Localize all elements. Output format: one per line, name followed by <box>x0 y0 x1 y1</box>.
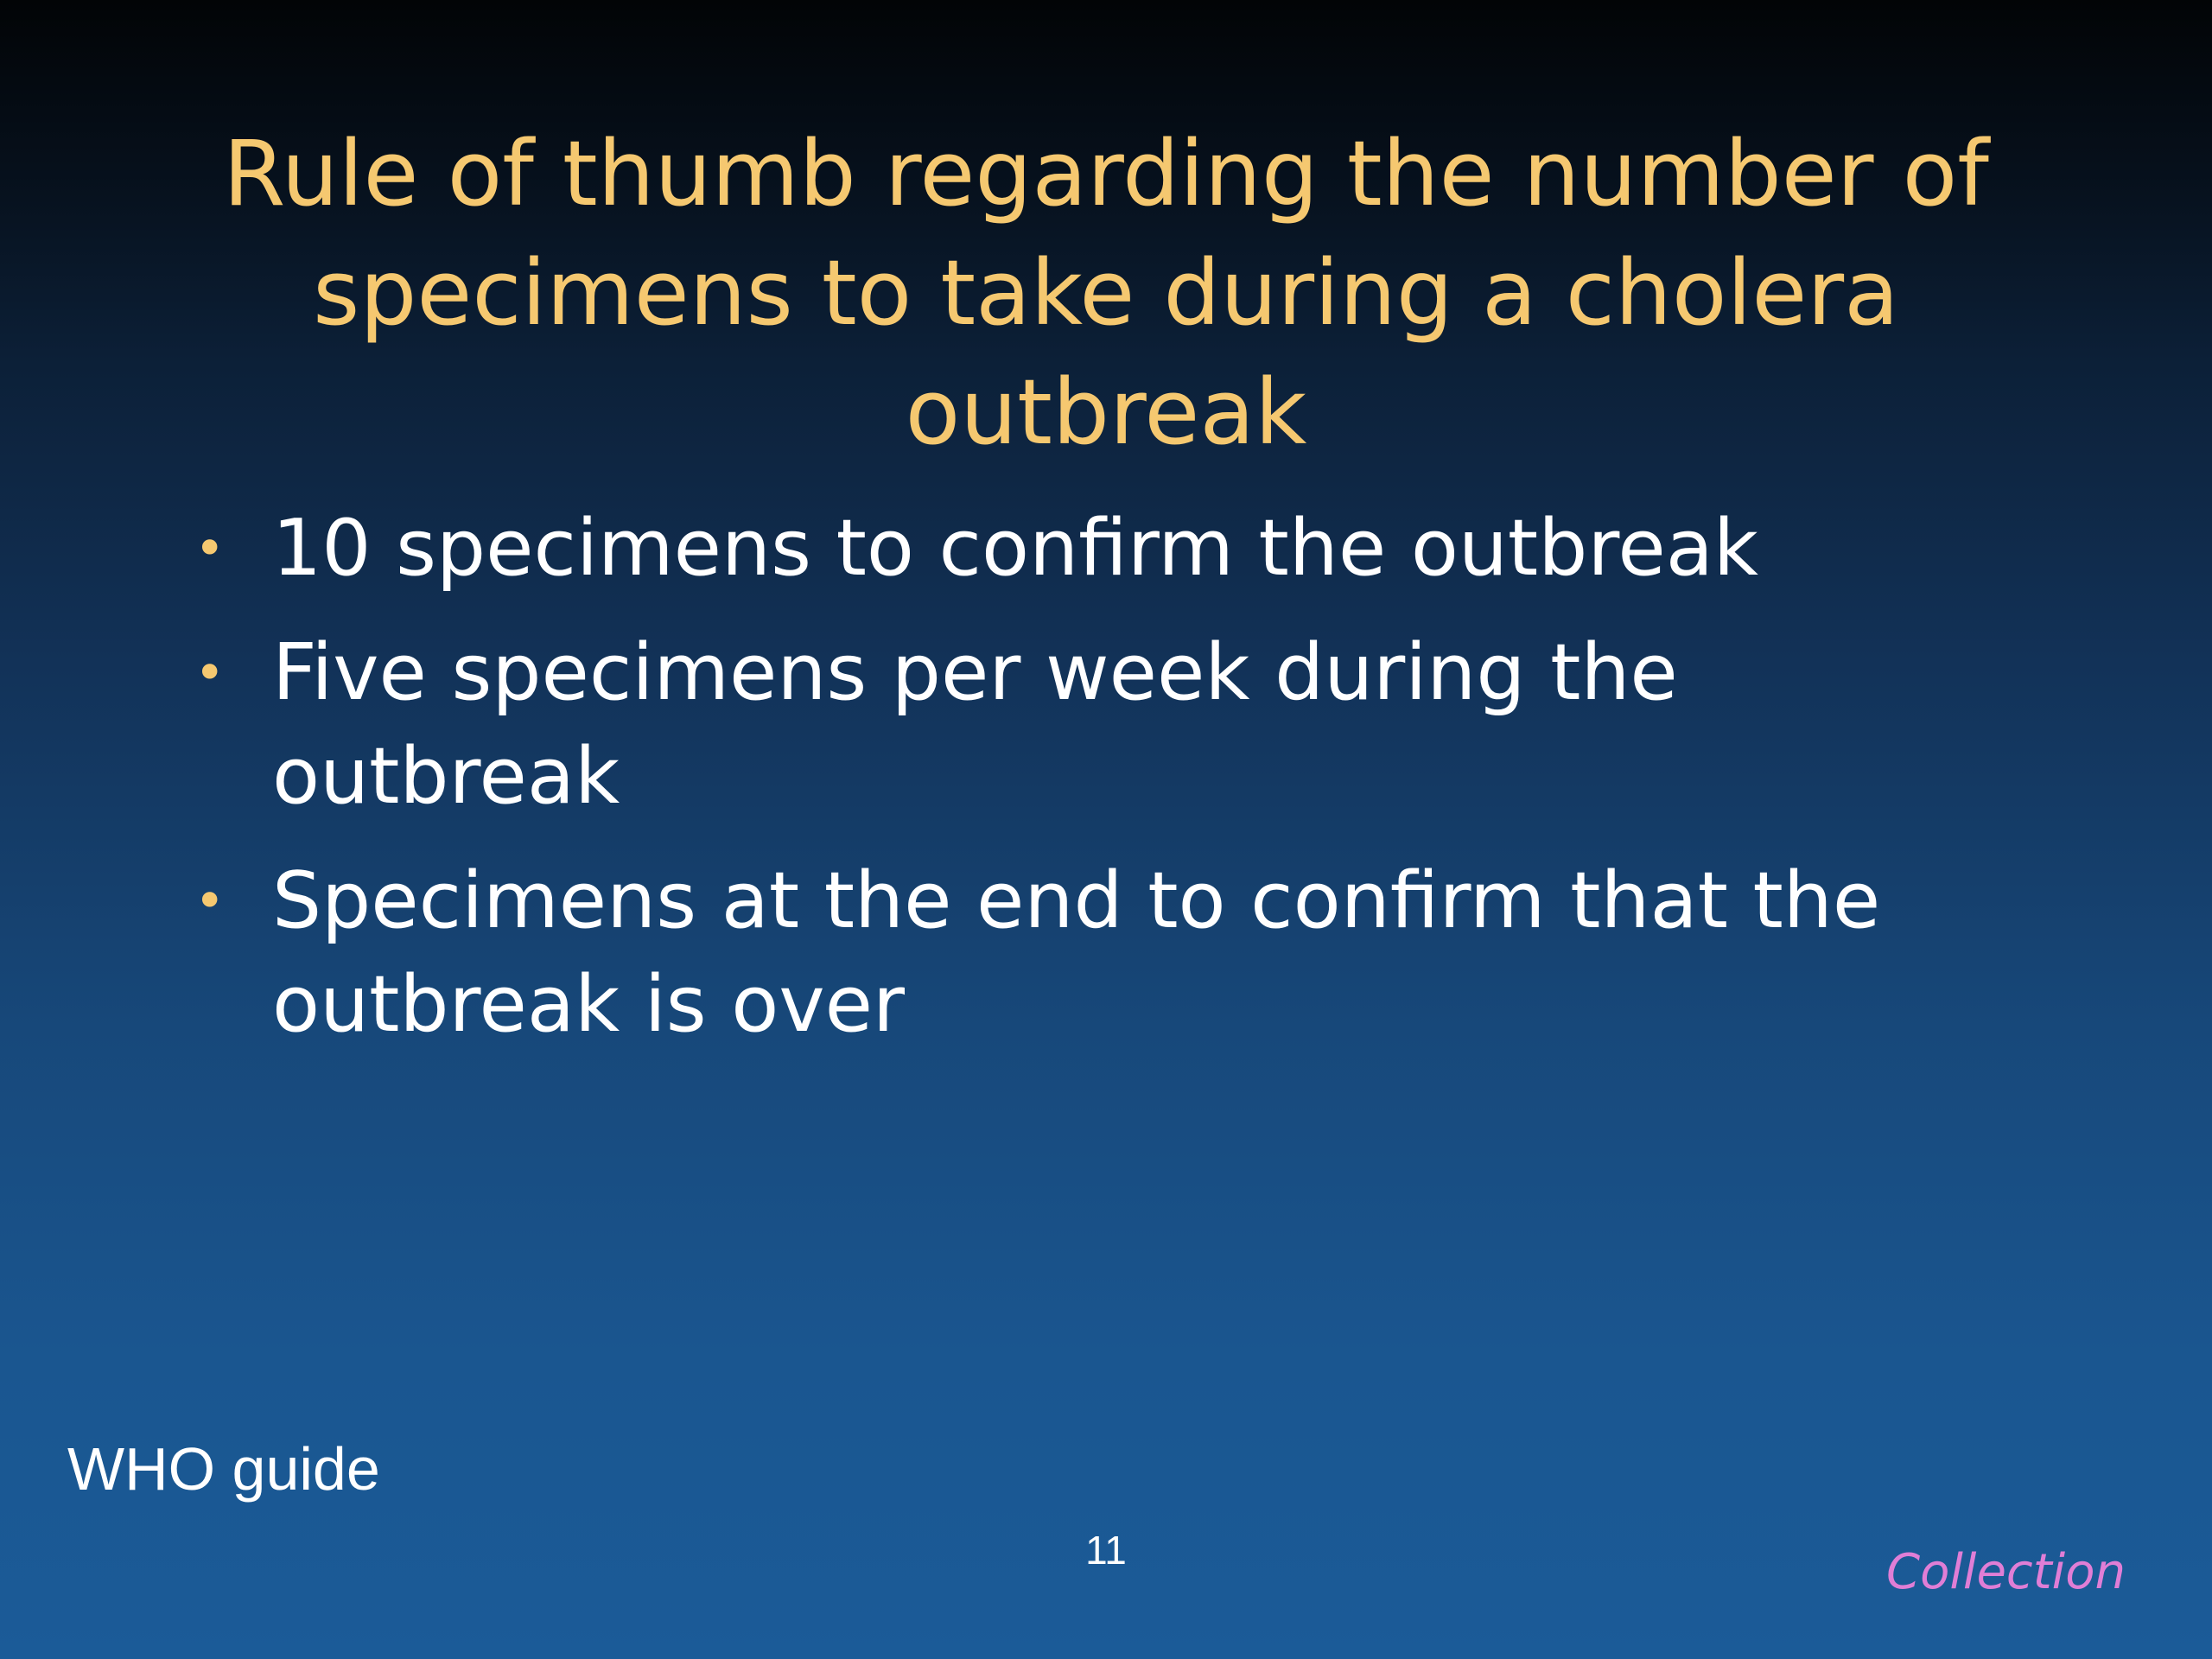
bullet-text <box>272 849 2048 1057</box>
slide-title-line: outbreak <box>905 359 1307 465</box>
slide-title <box>173 114 2039 472</box>
bullet-line: outbreak is over <box>272 959 905 1050</box>
bullet-line: Five specimens per week during the <box>272 627 1678 718</box>
bullet-item <box>181 497 2048 601</box>
bullet-line: Specimens at the end to confirm that the <box>272 855 1881 946</box>
bullet-line: outbreak <box>272 731 620 822</box>
source-note: WHO guide <box>67 1435 380 1503</box>
bullet-line: 10 specimens to confirm the outbreak <box>272 503 1759 594</box>
slide-title-line: Rule of thumb regarding the number of <box>223 121 1989 226</box>
bullet-text <box>272 621 2048 829</box>
bullet-icon: • <box>194 643 226 703</box>
section-label: Collection <box>1886 1544 2126 1600</box>
slide-title-line: specimens to take during a cholera <box>313 240 1899 346</box>
bullet-item <box>181 621 2048 829</box>
bullet-text <box>272 497 2048 601</box>
bullet-list <box>181 497 2048 1077</box>
bullet-item <box>181 849 2048 1057</box>
bullet-icon: • <box>194 518 226 579</box>
bullet-icon: • <box>194 871 226 931</box>
page-number: 11 <box>1085 1528 1127 1573</box>
